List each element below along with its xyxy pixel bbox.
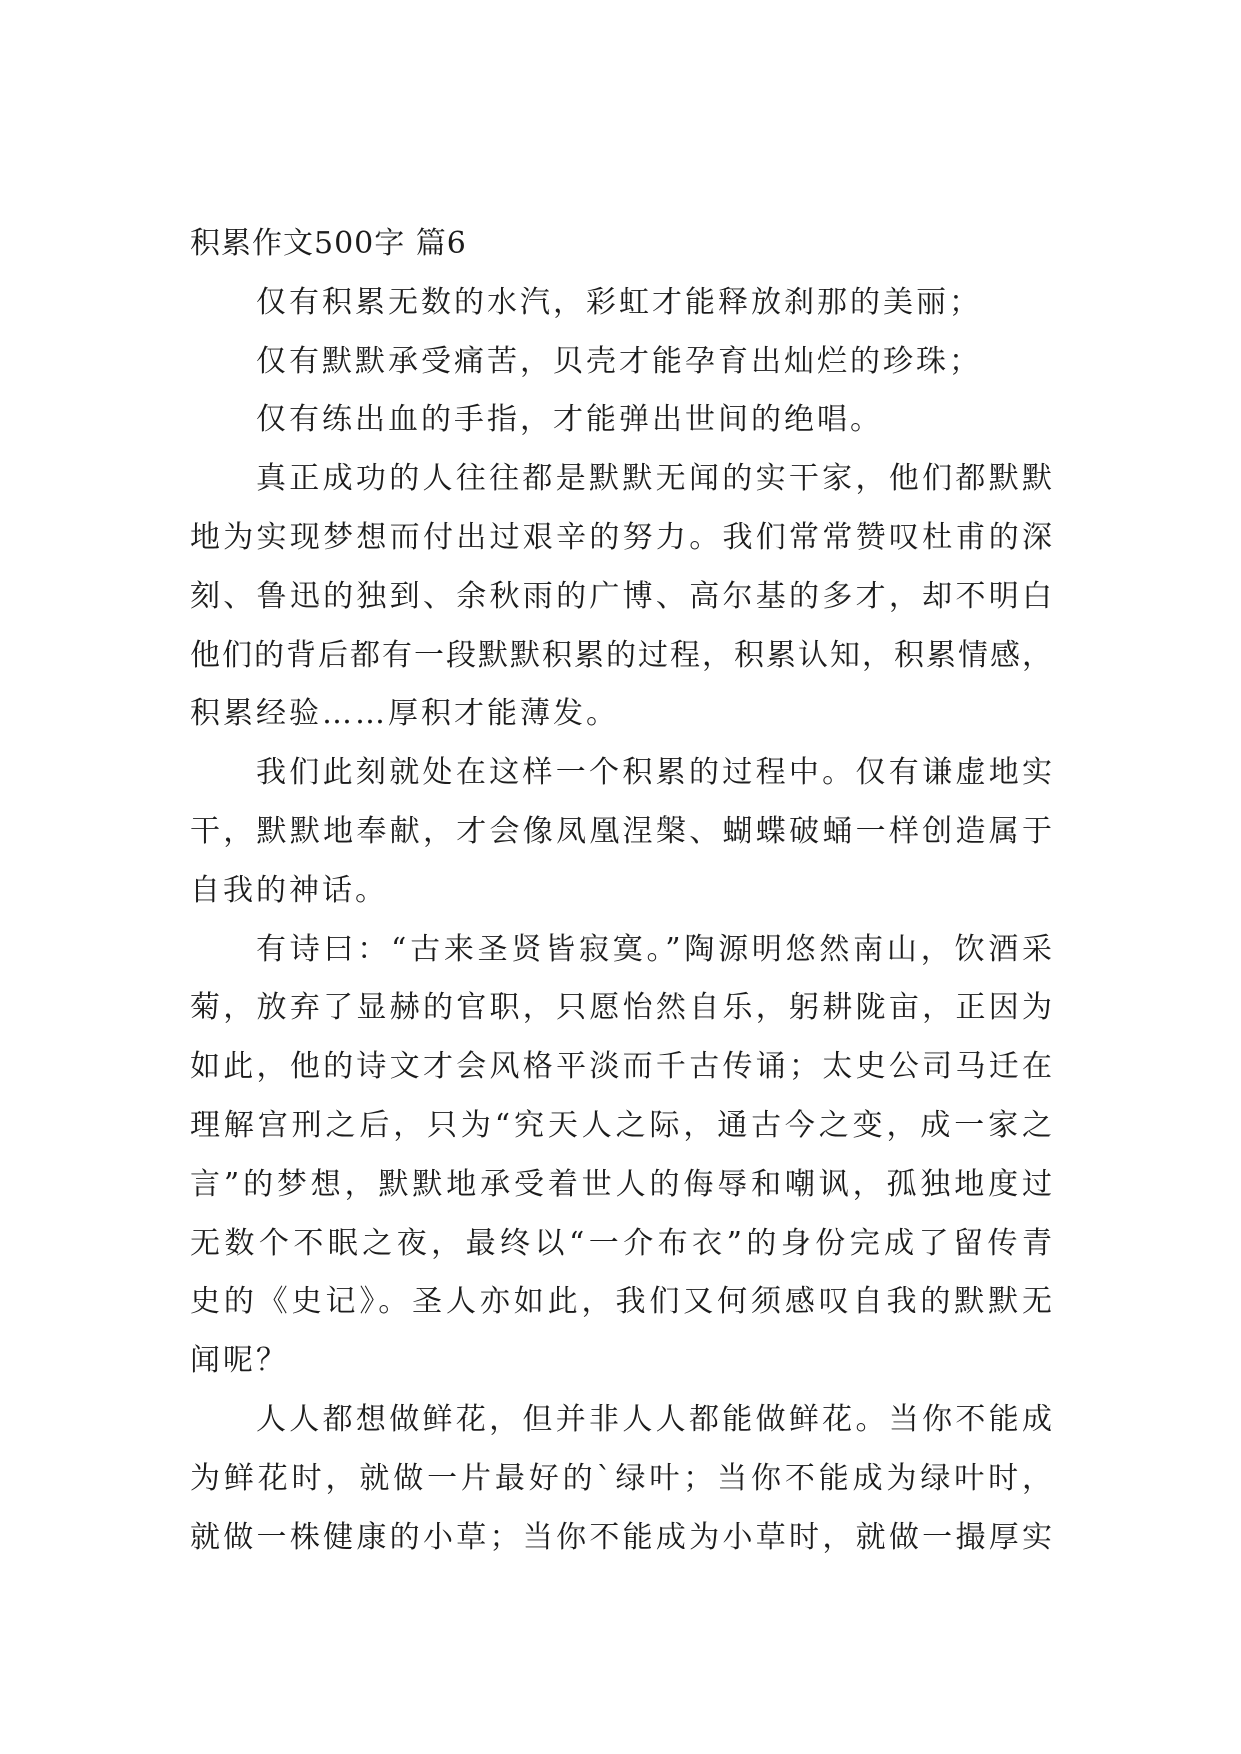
text-line: 人人都想做鲜花，但并非人人都能做鲜花。当你不能成 <box>256 1401 1052 1437</box>
text-line: 仅有积累无数的水汽，彩虹才能释放刹那的美丽； <box>256 284 982 320</box>
page-title: 积累作文500字 篇6 <box>190 226 467 261</box>
paragraph <box>190 921 1052 1391</box>
text-line: 自我的神话。 <box>190 872 388 908</box>
text-line: 仅有默默承受痛苦，贝壳才能孕育出灿烂的珍珠； <box>256 343 982 379</box>
text-line: 真正成功的人往往都是默默无闻的实干家，他们都默默 <box>256 461 1052 497</box>
text-line: 他们的背后都有一段默默积累的过程，积累认知，积累情感， <box>190 637 1052 673</box>
text-line: 积累经验……厚积才能薄发。 <box>190 696 619 732</box>
text-line: 干，默默地奉献，才会像凤凰涅槃、蝴蝶破蛹一样创造属于 <box>190 813 1052 849</box>
paragraph <box>190 450 1052 744</box>
text-line: 仅有练出血的手指，才能弹出世间的绝唱。 <box>256 402 883 438</box>
paragraph <box>190 391 1052 450</box>
text-line: 就做一株健康的小草；当你不能成为小草时，就做一撮厚实 <box>190 1519 1052 1555</box>
text-line: 菊，放弃了显赫的官职，只愿怡然自乐，躬耕陇亩，正因为 <box>190 990 1052 1026</box>
text-line: 如此，他的诗文才会风格平淡而千古传诵；太史公司马迁在 <box>190 1049 1052 1085</box>
text-line: 有诗曰：“古来圣贤皆寂寞。”陶源明悠然南山，饮酒采 <box>256 931 1052 967</box>
paragraph <box>190 333 1052 392</box>
text-line: 史的《史记》。圣人亦如此，我们又何须感叹自我的默默无 <box>190 1284 1052 1320</box>
text-line: 地为实现梦想而付出过艰辛的努力。我们常常赞叹杜甫的深 <box>190 519 1052 555</box>
paragraph <box>190 274 1052 333</box>
text-line: 言”的梦想，默默地承受着世人的侮辱和嘲讽，孤独地度过 <box>190 1166 1052 1202</box>
document-body <box>190 215 1052 1567</box>
text-line: 为鲜花时，就做一片最好的`绿叶；当你不能成为绿叶时， <box>190 1460 1052 1496</box>
paragraph <box>190 1391 1052 1567</box>
text-line: 理解宫刑之后，只为“究天人之际，通古今之变，成一家之 <box>190 1107 1052 1143</box>
paragraph <box>190 744 1052 920</box>
text-line: 闻呢？ <box>190 1343 289 1379</box>
text-line: 刻、鲁迅的独到、余秋雨的广博、高尔基的多才，却不明白 <box>190 578 1052 614</box>
text-line: 我们此刻就处在这样一个积累的过程中。仅有谦虚地实 <box>256 755 1052 791</box>
text-line: 无数个不眠之夜，最终以“一介布衣”的身份完成了留传青 <box>190 1225 1052 1261</box>
